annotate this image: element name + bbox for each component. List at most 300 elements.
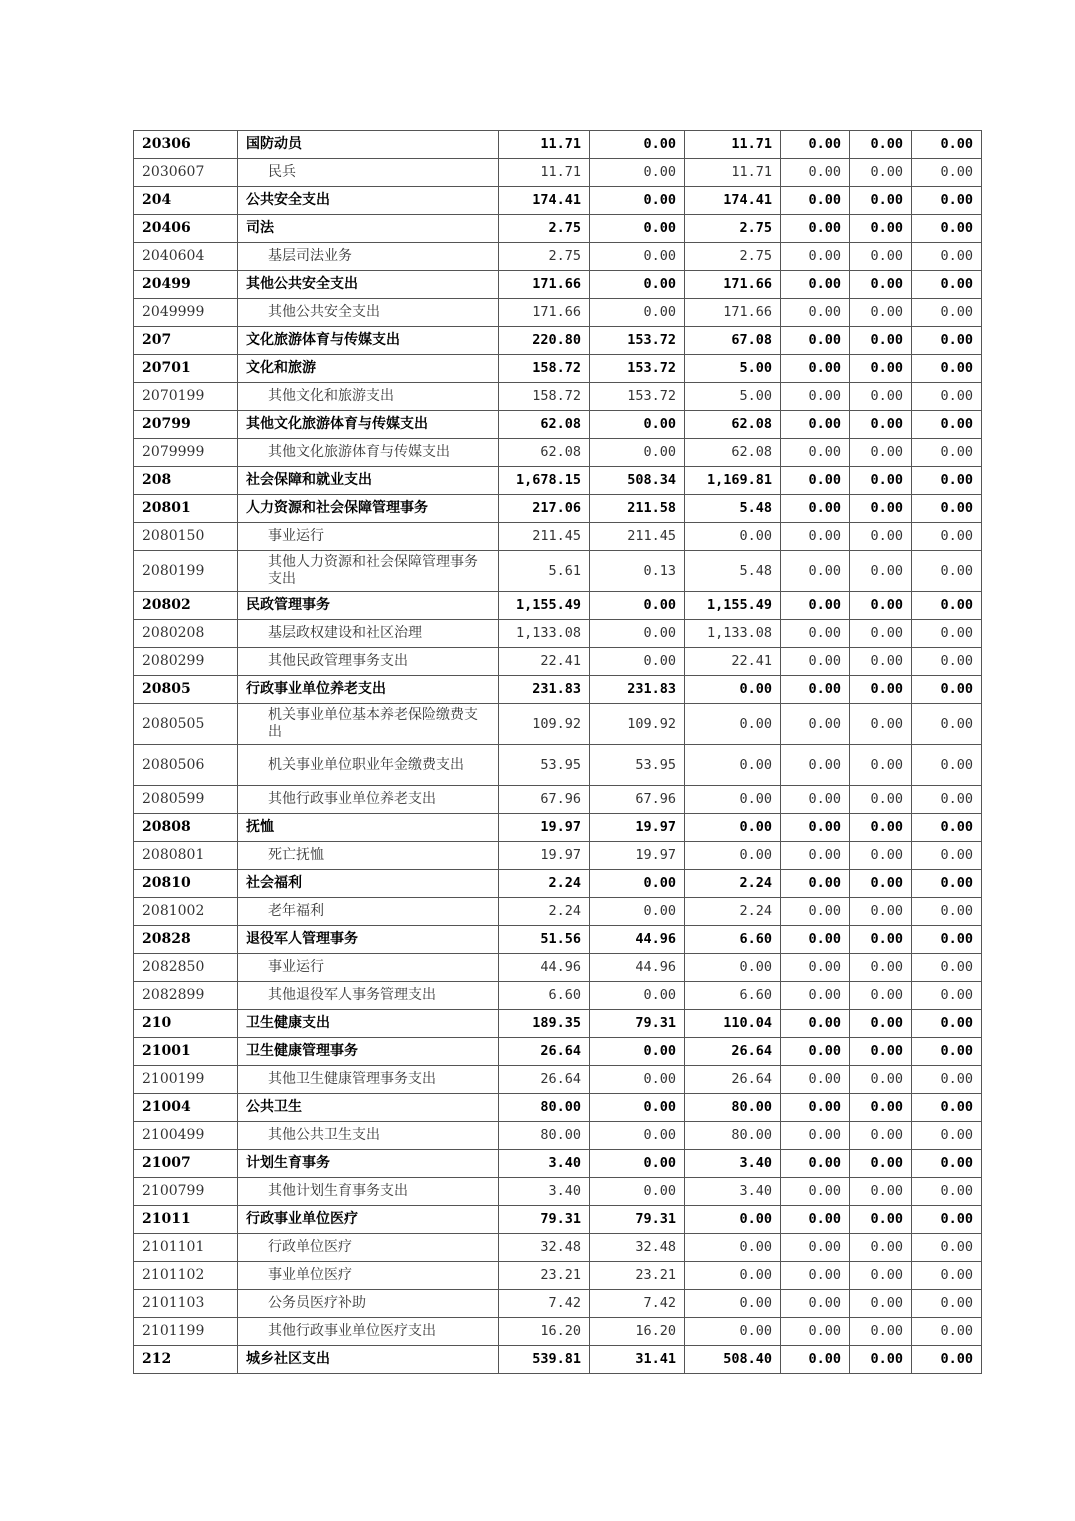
cell-value: 11.71 (499, 159, 590, 187)
cell-value: 0.00 (781, 954, 850, 982)
cell-value: 0.00 (590, 620, 685, 648)
cell-value: 0.00 (781, 523, 850, 551)
cell-code: 2080801 (134, 842, 238, 870)
cell-value: 0.00 (912, 1262, 982, 1290)
cell-value: 0.00 (850, 1150, 912, 1178)
cell-value: 16.20 (499, 1318, 590, 1346)
cell-value: 0.00 (590, 1178, 685, 1206)
cell-value: 110.04 (685, 1010, 781, 1038)
table-row (134, 1206, 982, 1234)
table-row (134, 704, 982, 745)
cell-value: 0.00 (781, 131, 850, 159)
cell-value: 0.00 (781, 676, 850, 704)
cell-value: 171.66 (685, 299, 781, 327)
cell-value: 0.00 (912, 1066, 982, 1094)
cell-value: 0.00 (781, 648, 850, 676)
expenditure-table (133, 130, 982, 1374)
cell-code: 208 (134, 467, 238, 495)
cell-value: 80.00 (499, 1094, 590, 1122)
table-row (134, 131, 982, 159)
cell-name: 其他计划生育事务支出 (238, 1178, 499, 1206)
cell-value: 539.81 (499, 1346, 590, 1374)
table-row (134, 1178, 982, 1206)
cell-value: 0.00 (912, 159, 982, 187)
cell-value: 0.00 (781, 1178, 850, 1206)
cell-value: 0.00 (850, 842, 912, 870)
cell-code: 2080506 (134, 745, 238, 786)
cell-value: 0.00 (912, 1094, 982, 1122)
cell-value: 189.35 (499, 1010, 590, 1038)
cell-value: 0.00 (781, 814, 850, 842)
cell-value: 1,133.08 (685, 620, 781, 648)
cell-value: 0.00 (850, 523, 912, 551)
cell-value: 0.00 (781, 982, 850, 1010)
cell-value: 0.00 (781, 1234, 850, 1262)
cell-value: 67.96 (499, 786, 590, 814)
cell-value: 1,155.49 (499, 592, 590, 620)
cell-value: 0.00 (781, 1094, 850, 1122)
cell-code: 210 (134, 1010, 238, 1038)
cell-value: 0.00 (912, 814, 982, 842)
cell-value: 0.00 (850, 243, 912, 271)
table-row (134, 271, 982, 299)
cell-value: 0.00 (912, 1150, 982, 1178)
cell-value: 0.00 (912, 842, 982, 870)
cell-value: 23.21 (590, 1262, 685, 1290)
cell-value: 0.00 (850, 299, 912, 327)
cell-value: 3.40 (499, 1178, 590, 1206)
cell-code: 207 (134, 327, 238, 355)
cell-value: 22.41 (499, 648, 590, 676)
cell-code: 20406 (134, 215, 238, 243)
table-row (134, 648, 982, 676)
cell-value: 0.00 (912, 1206, 982, 1234)
cell-name: 其他文化旅游体育与传媒支出 (238, 411, 499, 439)
cell-value: 0.00 (685, 676, 781, 704)
cell-value: 0.00 (781, 467, 850, 495)
cell-code: 2100499 (134, 1122, 238, 1150)
cell-value: 7.42 (590, 1290, 685, 1318)
cell-value: 5.48 (685, 551, 781, 592)
cell-value: 0.00 (912, 1010, 982, 1038)
cell-value: 0.00 (781, 870, 850, 898)
cell-value: 0.00 (685, 704, 781, 745)
cell-value: 0.00 (850, 1066, 912, 1094)
cell-value: 0.00 (685, 523, 781, 551)
cell-value: 0.00 (590, 1150, 685, 1178)
cell-name: 机关事业单位职业年金缴费支出 (238, 745, 499, 786)
cell-value: 26.64 (685, 1038, 781, 1066)
cell-value: 153.72 (590, 355, 685, 383)
cell-value: 0.00 (912, 870, 982, 898)
cell-value: 109.92 (499, 704, 590, 745)
cell-value: 0.00 (781, 383, 850, 411)
cell-value: 0.00 (912, 648, 982, 676)
table-row (134, 954, 982, 982)
cell-name: 抚恤 (238, 814, 499, 842)
cell-value: 0.00 (781, 1346, 850, 1374)
table-row (134, 327, 982, 355)
cell-name: 死亡抚恤 (238, 842, 499, 870)
cell-code: 21007 (134, 1150, 238, 1178)
cell-value: 0.00 (781, 551, 850, 592)
cell-code: 2082850 (134, 954, 238, 982)
cell-value: 0.00 (850, 187, 912, 215)
cell-value: 0.00 (912, 1290, 982, 1318)
cell-code: 2101102 (134, 1262, 238, 1290)
cell-value: 0.00 (781, 1038, 850, 1066)
cell-value: 0.00 (781, 215, 850, 243)
cell-value: 158.72 (499, 355, 590, 383)
cell-name: 行政事业单位医疗 (238, 1206, 499, 1234)
cell-value: 2.75 (499, 243, 590, 271)
cell-value: 0.00 (850, 355, 912, 383)
cell-value: 11.71 (685, 159, 781, 187)
cell-value: 0.00 (850, 814, 912, 842)
cell-code: 2049999 (134, 299, 238, 327)
cell-code: 21004 (134, 1094, 238, 1122)
table-row (134, 1094, 982, 1122)
cell-name: 其他文化和旅游支出 (238, 383, 499, 411)
cell-value: 0.00 (850, 327, 912, 355)
cell-value: 171.66 (499, 299, 590, 327)
cell-code: 2100799 (134, 1178, 238, 1206)
cell-name: 机关事业单位基本养老保险缴费支出 (238, 704, 499, 745)
cell-value: 26.64 (685, 1066, 781, 1094)
cell-code: 2082899 (134, 982, 238, 1010)
cell-name: 其他民政管理事务支出 (238, 648, 499, 676)
table-row (134, 982, 982, 1010)
cell-value: 0.00 (912, 551, 982, 592)
table-row (134, 1346, 982, 1374)
cell-name: 社会保障和就业支出 (238, 467, 499, 495)
cell-value: 0.00 (781, 495, 850, 523)
cell-value: 0.00 (781, 299, 850, 327)
cell-name: 其他公共安全支出 (238, 299, 499, 327)
cell-value: 508.40 (685, 1346, 781, 1374)
cell-name: 文化旅游体育与传媒支出 (238, 327, 499, 355)
cell-value: 0.00 (850, 411, 912, 439)
cell-value: 2.75 (685, 243, 781, 271)
cell-value: 62.08 (499, 411, 590, 439)
cell-value: 0.00 (912, 523, 982, 551)
cell-value: 0.00 (850, 467, 912, 495)
cell-value: 0.00 (781, 898, 850, 926)
cell-value: 0.00 (781, 926, 850, 954)
cell-value: 1,169.81 (685, 467, 781, 495)
cell-value: 5.48 (685, 495, 781, 523)
cell-value: 0.00 (590, 898, 685, 926)
cell-value: 0.00 (685, 745, 781, 786)
cell-code: 21011 (134, 1206, 238, 1234)
cell-value: 0.00 (912, 271, 982, 299)
cell-name: 其他行政事业单位养老支出 (238, 786, 499, 814)
cell-name: 国防动员 (238, 131, 499, 159)
cell-value: 0.00 (912, 131, 982, 159)
cell-name: 事业运行 (238, 523, 499, 551)
cell-code: 2080599 (134, 786, 238, 814)
cell-value: 0.00 (781, 271, 850, 299)
cell-code: 2081002 (134, 898, 238, 926)
cell-value: 0.00 (912, 926, 982, 954)
cell-code: 2030607 (134, 159, 238, 187)
cell-value: 0.00 (912, 327, 982, 355)
cell-value: 0.00 (912, 187, 982, 215)
cell-value: 174.41 (499, 187, 590, 215)
cell-value: 0.00 (685, 842, 781, 870)
cell-value: 0.00 (912, 355, 982, 383)
cell-value: 0.00 (590, 870, 685, 898)
cell-value: 0.00 (781, 842, 850, 870)
cell-value: 171.66 (685, 271, 781, 299)
table-row (134, 1066, 982, 1094)
table-row (134, 187, 982, 215)
cell-value: 0.00 (850, 159, 912, 187)
cell-value: 174.41 (685, 187, 781, 215)
cell-name: 公务员医疗补助 (238, 1290, 499, 1318)
cell-value: 0.00 (850, 1318, 912, 1346)
cell-value: 53.95 (590, 745, 685, 786)
cell-code: 2100199 (134, 1066, 238, 1094)
cell-value: 0.00 (781, 1010, 850, 1038)
cell-name: 其他卫生健康管理事务支出 (238, 1066, 499, 1094)
cell-value: 2.75 (685, 215, 781, 243)
cell-name: 卫生健康管理事务 (238, 1038, 499, 1066)
cell-value: 211.45 (590, 523, 685, 551)
cell-value: 19.97 (499, 814, 590, 842)
cell-value: 0.00 (850, 1122, 912, 1150)
cell-code: 2101103 (134, 1290, 238, 1318)
cell-value: 0.00 (850, 648, 912, 676)
cell-value: 62.08 (685, 439, 781, 467)
cell-value: 0.00 (850, 676, 912, 704)
cell-value: 211.45 (499, 523, 590, 551)
cell-value: 0.00 (850, 704, 912, 745)
cell-value: 3.40 (685, 1178, 781, 1206)
cell-value: 508.34 (590, 467, 685, 495)
cell-value: 7.42 (499, 1290, 590, 1318)
table-row (134, 786, 982, 814)
table-row (134, 1234, 982, 1262)
cell-value: 0.00 (685, 1318, 781, 1346)
cell-value: 0.00 (850, 271, 912, 299)
cell-name: 文化和旅游 (238, 355, 499, 383)
cell-value: 0.00 (850, 1094, 912, 1122)
cell-value: 0.00 (850, 592, 912, 620)
cell-value: 0.00 (781, 243, 850, 271)
cell-value: 1,155.49 (685, 592, 781, 620)
cell-value: 0.00 (850, 1346, 912, 1374)
table-row (134, 842, 982, 870)
cell-name: 公共安全支出 (238, 187, 499, 215)
cell-value: 16.20 (590, 1318, 685, 1346)
cell-value: 0.00 (781, 1262, 850, 1290)
cell-value: 0.00 (850, 1234, 912, 1262)
cell-value: 0.00 (850, 439, 912, 467)
cell-value: 0.00 (781, 592, 850, 620)
cell-value: 0.00 (685, 814, 781, 842)
cell-value: 1,678.15 (499, 467, 590, 495)
cell-value: 109.92 (590, 704, 685, 745)
cell-value: 0.00 (590, 215, 685, 243)
table-row (134, 870, 982, 898)
cell-value: 0.00 (850, 131, 912, 159)
cell-value: 1,133.08 (499, 620, 590, 648)
cell-name: 行政单位医疗 (238, 1234, 499, 1262)
cell-value: 0.00 (781, 1318, 850, 1346)
table-row (134, 745, 982, 786)
cell-value: 0.00 (912, 704, 982, 745)
cell-value: 0.00 (912, 1038, 982, 1066)
cell-value: 0.00 (590, 982, 685, 1010)
cell-value: 51.56 (499, 926, 590, 954)
cell-value: 11.71 (499, 131, 590, 159)
cell-name: 退役军人管理事务 (238, 926, 499, 954)
cell-name: 其他公共卫生支出 (238, 1122, 499, 1150)
cell-value: 0.00 (850, 1206, 912, 1234)
cell-name: 基层司法业务 (238, 243, 499, 271)
cell-name: 其他退役军人事务管理支出 (238, 982, 499, 1010)
cell-value: 80.00 (685, 1094, 781, 1122)
cell-value: 0.00 (781, 1066, 850, 1094)
table-row (134, 523, 982, 551)
cell-value: 0.00 (590, 131, 685, 159)
cell-value: 0.00 (850, 1178, 912, 1206)
cell-name: 事业单位医疗 (238, 1262, 499, 1290)
cell-value: 79.31 (590, 1206, 685, 1234)
cell-value: 0.00 (912, 411, 982, 439)
cell-value: 0.13 (590, 551, 685, 592)
cell-name: 民政管理事务 (238, 592, 499, 620)
cell-code: 2080199 (134, 551, 238, 592)
cell-name: 基层政权建设和社区治理 (238, 620, 499, 648)
cell-name: 其他公共安全支出 (238, 271, 499, 299)
cell-value: 0.00 (781, 159, 850, 187)
cell-value: 0.00 (912, 982, 982, 1010)
cell-value: 44.96 (590, 954, 685, 982)
cell-value: 0.00 (781, 327, 850, 355)
cell-value: 217.06 (499, 495, 590, 523)
table-row (134, 467, 982, 495)
cell-code: 2080505 (134, 704, 238, 745)
cell-value: 0.00 (912, 439, 982, 467)
cell-value: 0.00 (912, 215, 982, 243)
cell-code: 20801 (134, 495, 238, 523)
cell-value: 0.00 (781, 187, 850, 215)
cell-value: 22.41 (685, 648, 781, 676)
cell-value: 62.08 (685, 411, 781, 439)
cell-value: 0.00 (850, 982, 912, 1010)
cell-name: 其他行政事业单位医疗支出 (238, 1318, 499, 1346)
cell-value: 0.00 (781, 620, 850, 648)
table-row (134, 439, 982, 467)
cell-code: 20810 (134, 870, 238, 898)
table-row (134, 898, 982, 926)
cell-value: 0.00 (850, 1262, 912, 1290)
cell-value: 0.00 (850, 383, 912, 411)
table-row (134, 592, 982, 620)
cell-value: 0.00 (850, 1290, 912, 1318)
cell-value: 0.00 (590, 1066, 685, 1094)
cell-value: 0.00 (912, 954, 982, 982)
cell-code: 20828 (134, 926, 238, 954)
cell-value: 0.00 (590, 439, 685, 467)
cell-code: 20701 (134, 355, 238, 383)
cell-value: 2.24 (685, 870, 781, 898)
cell-name: 城乡社区支出 (238, 1346, 499, 1374)
table-row (134, 676, 982, 704)
cell-value: 0.00 (912, 467, 982, 495)
cell-value: 79.31 (590, 1010, 685, 1038)
cell-value: 0.00 (590, 159, 685, 187)
cell-value: 0.00 (912, 243, 982, 271)
cell-value: 19.97 (590, 842, 685, 870)
cell-value: 5.00 (685, 355, 781, 383)
cell-code: 2080299 (134, 648, 238, 676)
cell-value: 0.00 (850, 954, 912, 982)
cell-value: 0.00 (781, 355, 850, 383)
cell-code: 2079999 (134, 439, 238, 467)
table-row (134, 383, 982, 411)
cell-code: 20802 (134, 592, 238, 620)
cell-value: 26.64 (499, 1066, 590, 1094)
table-row (134, 159, 982, 187)
cell-value: 2.24 (499, 898, 590, 926)
cell-value: 0.00 (912, 1122, 982, 1150)
cell-value: 0.00 (850, 1038, 912, 1066)
cell-code: 20805 (134, 676, 238, 704)
cell-value: 6.60 (685, 926, 781, 954)
table-row (134, 1318, 982, 1346)
cell-value: 0.00 (912, 676, 982, 704)
cell-name: 计划生育事务 (238, 1150, 499, 1178)
cell-value: 3.40 (685, 1150, 781, 1178)
cell-value: 2.75 (499, 215, 590, 243)
cell-code: 20306 (134, 131, 238, 159)
cell-value: 19.97 (590, 814, 685, 842)
table-row (134, 1262, 982, 1290)
cell-value: 0.00 (590, 1122, 685, 1150)
cell-value: 0.00 (912, 299, 982, 327)
table-row (134, 1290, 982, 1318)
cell-value: 5.61 (499, 551, 590, 592)
cell-value: 0.00 (590, 243, 685, 271)
cell-value: 11.71 (685, 131, 781, 159)
cell-value: 0.00 (912, 495, 982, 523)
cell-value: 153.72 (590, 383, 685, 411)
cell-value: 0.00 (850, 870, 912, 898)
table-row (134, 814, 982, 842)
cell-value: 171.66 (499, 271, 590, 299)
cell-value: 0.00 (912, 1318, 982, 1346)
cell-code: 20808 (134, 814, 238, 842)
cell-code: 20799 (134, 411, 238, 439)
cell-value: 0.00 (912, 1346, 982, 1374)
table-row (134, 411, 982, 439)
table-row (134, 355, 982, 383)
cell-value: 0.00 (781, 1206, 850, 1234)
cell-value: 2.24 (499, 870, 590, 898)
cell-name: 司法 (238, 215, 499, 243)
table-row (134, 926, 982, 954)
cell-value: 31.41 (590, 1346, 685, 1374)
cell-code: 2070199 (134, 383, 238, 411)
cell-value: 26.64 (499, 1038, 590, 1066)
cell-value: 0.00 (912, 592, 982, 620)
cell-value: 23.21 (499, 1262, 590, 1290)
cell-value: 0.00 (685, 1206, 781, 1234)
cell-value: 0.00 (781, 786, 850, 814)
